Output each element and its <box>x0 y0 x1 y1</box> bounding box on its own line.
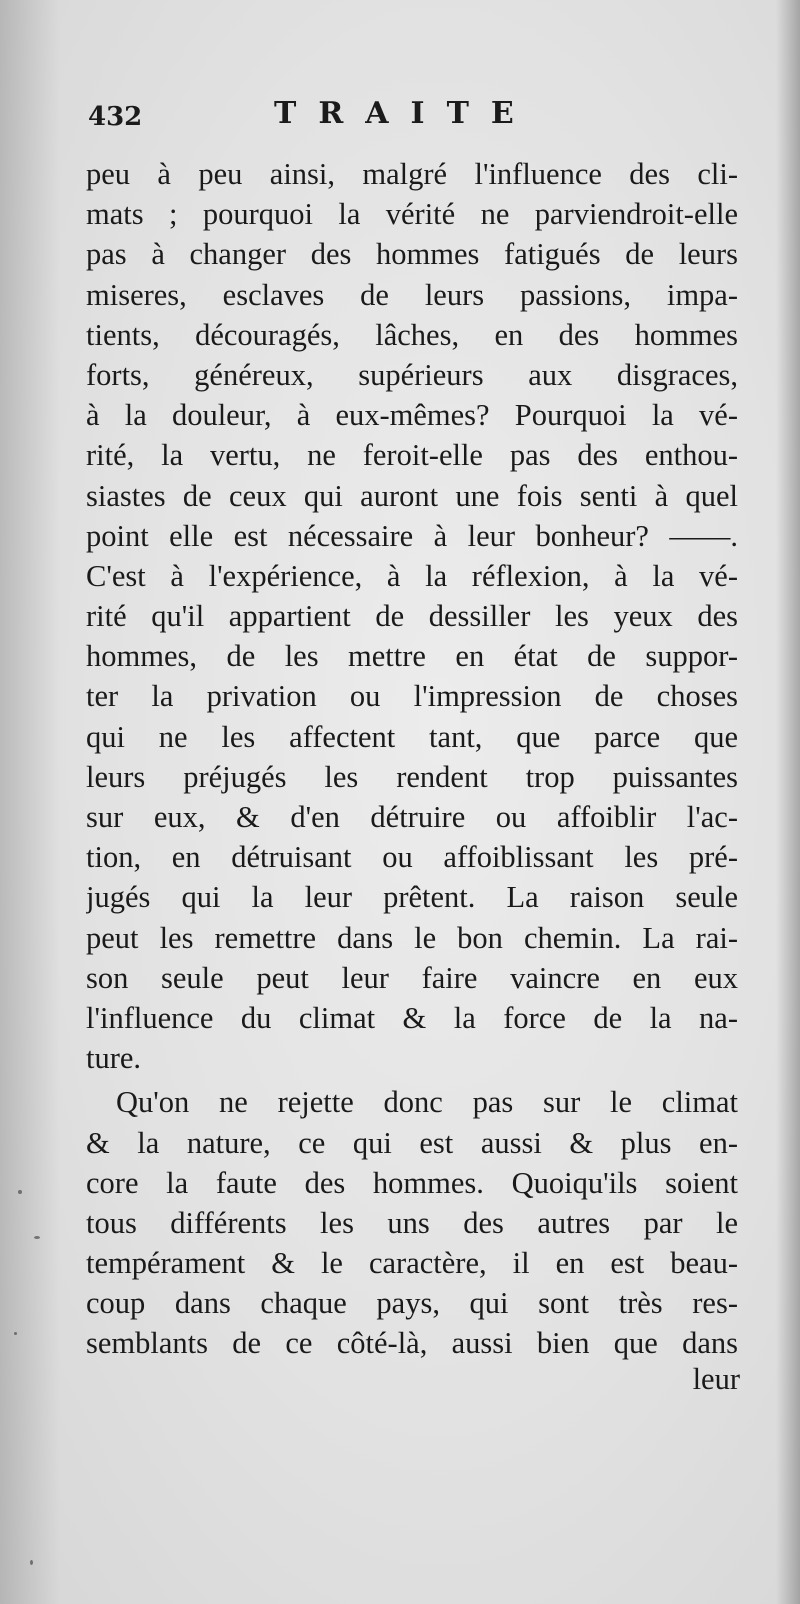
text-line: siastes de ceux qui auront une fois senti à quel <box>86 478 738 513</box>
text-line: hommes, de les mettre en état de suppor- <box>86 639 738 674</box>
page-number: 432 <box>88 102 143 132</box>
running-title: TRAITE <box>274 96 536 131</box>
text-line: C'est à l'expérience, à la réflexion, à la vé- <box>86 558 738 593</box>
text-line: miseres, esclaves de leurs passions, impa- <box>86 277 738 312</box>
running-head <box>88 96 728 136</box>
paragraph-start-line: Qu'on ne rejette donc pas sur le climat <box>116 1085 738 1120</box>
paper-speck <box>34 1236 40 1239</box>
paper-speck <box>18 1190 22 1194</box>
text-line: & la nature, ce qui est aussi & plus en- <box>86 1125 738 1160</box>
text-line: tous différents les uns des autres par le <box>86 1205 738 1240</box>
text-line: core la faute des hommes. Quoiqu'ils soient <box>86 1165 738 1200</box>
paper-speck <box>14 1332 17 1335</box>
text-line: point elle est nécessaire à leur bonheur? ——. <box>86 518 738 553</box>
text-line: rité, la vertu, ne feroit-elle pas des enthou- <box>86 438 738 473</box>
text-line: pas à changer des hommes fatigués de leurs <box>86 237 738 272</box>
text-line: jugés qui la leur prêtent. La raison seule <box>86 880 738 915</box>
text-line: tients, découragés, lâches, en des hommes <box>86 317 738 352</box>
text-line: ture. <box>86 1041 142 1076</box>
text-line: ter la privation ou l'impression de choses <box>86 679 738 714</box>
text-line: peut les remettre dans le bon chemin. La rai- <box>86 920 738 955</box>
text-line: sur eux, & d'en détruire ou affoiblir l'ac- <box>86 800 738 834</box>
text-line: forts, généreux, supérieurs aux disgraces, <box>86 357 738 392</box>
text-line: semblants de ce côté-là, aussi bien que dans <box>86 1326 738 1361</box>
text-line: l'influence du climat & la force de la na- <box>86 1000 738 1035</box>
text-line: leurs préjugés les rendent trop puissantes <box>86 759 738 794</box>
text-line: à la douleur, à eux-mêmes? Pourquoi la vé- <box>86 398 738 433</box>
text-line: tempérament & le caractère, il en est beau- <box>86 1246 738 1281</box>
text-line: mats ; pourquoi la vérité ne parviendroit-elle <box>86 197 738 232</box>
text-line: rité qu'il appartient de dessiller les yeux des <box>86 599 738 634</box>
text-line: qui ne les affectent tant, que parce que <box>86 719 738 754</box>
catchword: leur <box>692 1362 740 1396</box>
text-line: coup dans chaque pays, qui sont très res- <box>86 1286 738 1321</box>
text-line: tion, en détruisant ou affoiblissant les pré- <box>86 840 738 875</box>
text-line: son seule peut leur faire vaincre en eux <box>86 960 738 995</box>
paper-speck <box>30 1560 33 1565</box>
text-line: peu à peu ainsi, malgré l'influence des cli- <box>86 157 738 191</box>
body-text <box>86 154 738 1364</box>
